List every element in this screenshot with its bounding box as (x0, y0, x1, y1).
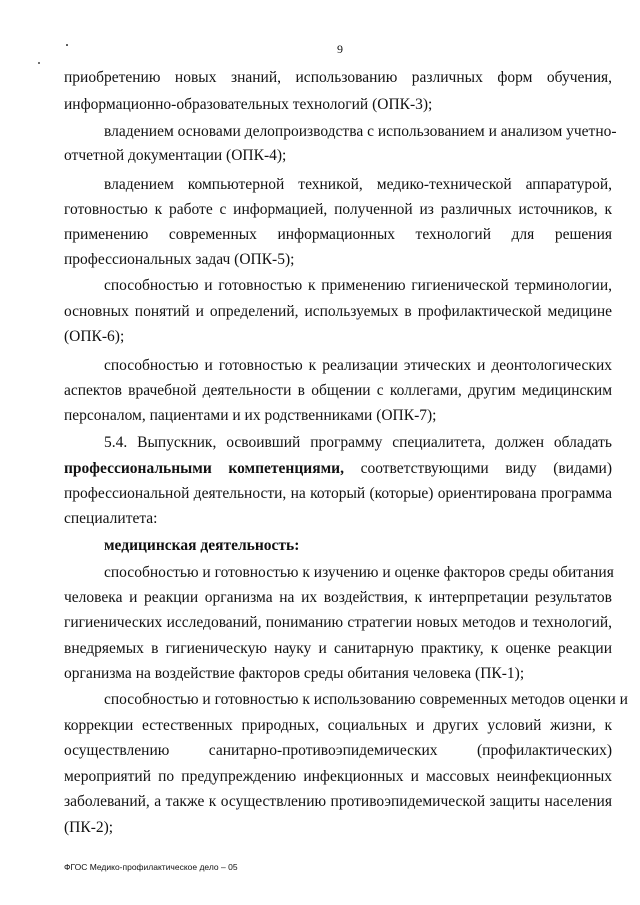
text-line: профессиональных задач (ОПК-5); (64, 251, 295, 268)
text-line: осуществлению санитарно-противоэпидемических (профилактических) (64, 742, 612, 759)
text-line: способностью и готовностью к применению гигиенической терминологии, (104, 277, 612, 294)
bold-phrase: профессиональными компетенциями, (64, 460, 344, 477)
text-line: применению современных информационных технологий для решения (64, 226, 612, 243)
text-fragment: соответствующими виду (видами) (360, 460, 613, 477)
section-heading: медицинская деятельность: (104, 537, 300, 554)
text-line: способностью и готовностью к изучению и оценке факторов среды обитания (104, 564, 614, 581)
text-line: способностью и готовностью к реализации этических и деонтологических (104, 357, 612, 374)
text-line: (ОПК-6); (64, 328, 125, 345)
text-line: гигиенических исследований, пониманию стратегии новых методов и технологий, (64, 614, 612, 631)
text-line: приобретению новых знаний, использованию различных форм обучения, (64, 69, 612, 86)
text-line: владением компьютерной техникой, медико-технической аппаратурой, (104, 176, 612, 193)
text-line: специалитета: (64, 510, 158, 527)
text-line-with-bold (64, 459, 612, 479)
text-line: отчетной документации (ОПК-4); (64, 147, 287, 164)
text-line: способностью и готовностью к использованию современных методов оценки и (104, 691, 628, 708)
text-line: аспектов врачебной деятельности в общении с коллегами, другим медицинским (64, 382, 612, 399)
text-line: коррекции естественных природных, социальных и других условий жизни, к (64, 717, 612, 734)
text-line: человека и реакции организма на их воздействия, к интерпретации результатов (64, 589, 612, 606)
text-line: персоналом, пациентами и их родственниками (ОПК-7); (64, 407, 437, 424)
text-line: владением основами делопроизводства с использованием и анализом учетно- (104, 123, 617, 140)
text-line: основных понятий и определений, используемых в профилактической медицине (64, 303, 612, 320)
text-line: 5.4. Выпускник, освоивший программу специалитета, должен обладать (104, 434, 612, 451)
text-line: готовностью к работе с информацией, полученной из различных источников, к (64, 201, 612, 218)
text-line: мероприятий по предупреждению инфекционных и массовых неинфекционных (64, 768, 612, 785)
scan-speck (38, 62, 40, 64)
text-line: внедряемых в гигиеническую науку и санитарную практику, к оценке реакции (64, 640, 612, 657)
text-line: профессиональной деятельности, на который (которые) ориентирована программа (64, 485, 612, 502)
page-number: 9 (337, 42, 343, 56)
document-footer: ФГОС Медико-профилактическое дело – 05 (64, 862, 238, 872)
text-line: информационно-образовательных технологий (ОПК-3); (64, 96, 433, 113)
text-line: организма на воздействие факторов среды обитания человека (ПК-1); (64, 665, 525, 682)
text-line: (ПК-2); (64, 819, 114, 836)
text-line: заболеваний, а также к осуществлению противоэпидемической защиты населения (64, 793, 612, 810)
